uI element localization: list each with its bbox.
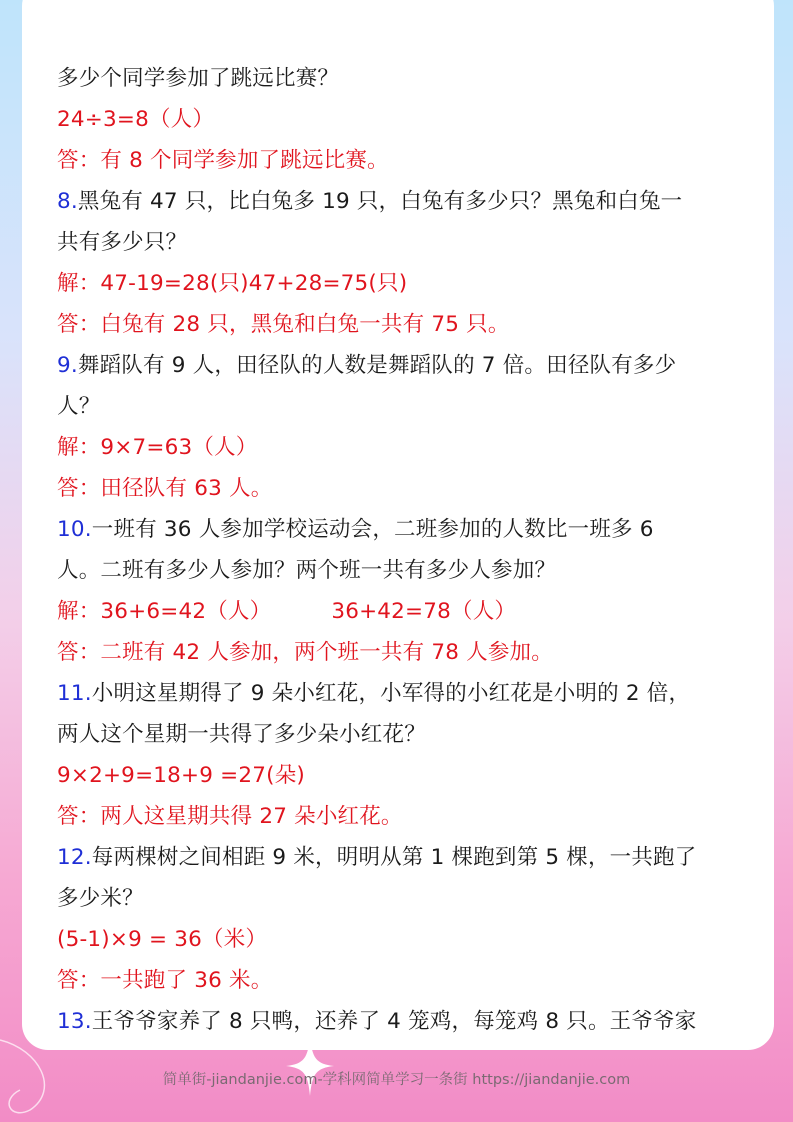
line-text: 答：有 8 个同学参加了跳远比赛。: [57, 148, 389, 173]
problem-number: 10.: [57, 517, 92, 542]
line-text: 答：两人这星期共得 27 朵小红花。: [57, 804, 403, 829]
line-text: 两人这个星期一共得了多少朵小红花？: [57, 722, 426, 747]
line-text: 解：36+6=42（人）: [57, 599, 272, 624]
line-text: 9×2+9=18+9 =27(朵): [57, 763, 306, 788]
line-text: 每两棵树之间相距 9 米，明明从第 1 棵跑到第 5 棵，一共跑了: [91, 845, 697, 870]
line-text: 答：二班有 42 人参加，两个班一共有 78 人参加。: [57, 640, 553, 665]
line-text: 解：47-19=28(只)47+28=75(只): [57, 271, 408, 296]
answer-line: [57, 919, 747, 960]
answer-line: [57, 796, 747, 837]
line-text: 共有多少只？: [57, 230, 188, 255]
problem-number: 12.: [57, 845, 92, 870]
text-line: [57, 386, 747, 427]
answer-line: [57, 591, 747, 632]
answer-line: [57, 99, 747, 140]
line-text: 多少米？: [57, 886, 144, 911]
problem-list: [57, 58, 747, 1042]
answer-line: [57, 427, 747, 468]
problem-line: [57, 1001, 747, 1042]
problem-number: 11.: [57, 681, 92, 706]
line-text: 黑兔有 47 只，比白兔多 19 只，白兔有多少只？黑兔和白兔一: [77, 189, 683, 214]
text-line: [57, 222, 747, 263]
line-text: 小明这星期得了 9 朵小红花，小军得的小红花是小明的 2 倍，: [91, 681, 691, 706]
answer-line: [57, 468, 747, 509]
problem-line: [57, 837, 747, 878]
line-text: 答：一共跑了 36 米。: [57, 968, 273, 993]
answer-line: [57, 263, 747, 304]
problem-number: 8.: [57, 189, 78, 214]
line-text: 人？: [57, 394, 101, 419]
text-line: [57, 58, 747, 99]
line-text: 解：9×7=63（人）: [57, 435, 258, 460]
decorative-circle: [654, 0, 726, 12]
footer-text: 简单街-jiandanjie.com-学科网简单学习一条街 https://jiandanjie.com: [162, 1072, 631, 1088]
problem-number: 13.: [57, 1009, 92, 1034]
line-text: 答：田径队有 63 人。: [57, 476, 273, 501]
problem-line: [57, 345, 747, 386]
answer-line: [57, 140, 747, 181]
line-text: 王爷爷家养了 8 只鸭，还养了 4 笼鸡，每笼鸡 8 只。王爷爷家: [91, 1009, 697, 1034]
line-text: 一班有 36 人参加学校运动会，二班参加的人数比一班多 6: [91, 517, 654, 542]
line-text: 人。二班有多少人参加？两个班一共有多少人参加？: [57, 558, 557, 583]
problem-line: [57, 181, 747, 222]
text-line: [57, 550, 747, 591]
problem-line: [57, 673, 747, 714]
line-text: 多少个同学参加了跳远比赛？: [57, 66, 340, 91]
answer-line: [57, 960, 747, 1001]
answer-line: [57, 304, 747, 345]
text-line: [57, 714, 747, 755]
line-text-second: 36+42=78（人）: [331, 599, 517, 624]
text-line: [57, 878, 747, 919]
swirl-decoration: [0, 1010, 80, 1122]
answer-line: [57, 755, 747, 796]
answer-line: [57, 632, 747, 673]
problem-number: 9.: [57, 353, 78, 378]
line-text: 24÷3=8（人）: [57, 107, 215, 132]
problem-line: [57, 509, 747, 550]
line-text: 答：白兔有 28 只，黑兔和白兔一共有 75 只。: [57, 312, 510, 337]
line-text: 舞蹈队有 9 人，田径队的人数是舞蹈队的 7 倍。田径队有多少: [77, 353, 677, 378]
line-text: (5-1)×9 = 36（米）: [57, 927, 268, 952]
